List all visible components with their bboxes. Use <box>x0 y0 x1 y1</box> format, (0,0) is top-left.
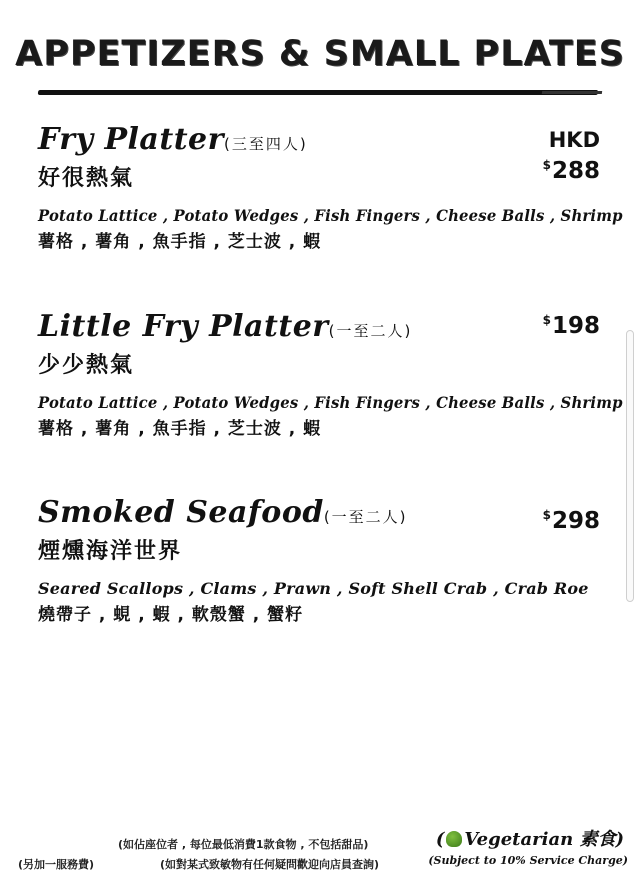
item-name-line <box>38 495 618 530</box>
item-name: Fry Platter <box>38 122 224 157</box>
item-description-en: Seared Scallops , Clams , Prawn , Soft Shell Crab , Crab Roe <box>38 579 589 598</box>
item-serves: (三至四人) <box>223 135 308 153</box>
item-description-en: Potato Lattice , Potato Wedges , Fish Fingers , Cheese Balls , Shrimp <box>38 206 623 225</box>
item-description-cn: 燒帶子 , 蜆 , 蝦 , 軟殼蟹 , 蟹籽 <box>38 605 304 625</box>
service-charge-en: (Subject to 10% Service Charge) <box>428 854 628 867</box>
page-title: APPETIZERS & SMALL PLATES <box>15 34 625 74</box>
title-divider <box>38 90 599 95</box>
service-charge-cn: (另加一服務費) <box>18 858 95 871</box>
scrollbar[interactable] <box>626 330 634 602</box>
item-name-line <box>38 122 618 157</box>
price-value: 288 <box>551 158 600 184</box>
menu-item-little-fry-platter <box>38 309 623 439</box>
price-symbol: $ <box>542 158 551 172</box>
item-chinese-name: 煙燻海洋世界 <box>38 539 183 564</box>
vegetarian-label: Vegetarian 素食 <box>464 829 616 850</box>
menu-item-fry-platter <box>38 122 623 252</box>
item-name-line <box>38 309 618 344</box>
veg-open-paren: ( <box>435 829 445 850</box>
allergy-note: (如對某式致敏物有任何疑問歡迎向店員查詢) <box>160 858 380 871</box>
min-charge-note: (如佔座位者 , 每位最低消費1款食物 , 不包括甜品) <box>118 838 369 851</box>
menu-item-smoked-seafood <box>38 495 618 625</box>
item-description-en: Potato Lattice , Potato Wedges , Fish Fingers , Cheese Balls , Shrimp <box>38 393 623 412</box>
item-name: Little Fry Platter <box>38 309 329 344</box>
item-chinese-name: 好很熱氣 <box>38 166 135 191</box>
item-description-cn: 薯格 , 薯角 , 魚手指 , 芝士波 , 蝦 <box>38 232 322 252</box>
item-name: Smoked Seafood <box>38 495 324 530</box>
broccoli-icon <box>446 831 462 847</box>
currency-label: HKD <box>548 128 600 152</box>
item-price <box>543 313 600 339</box>
price-symbol: $ <box>542 313 551 327</box>
item-price <box>543 158 600 184</box>
item-serves: (一至二人) <box>328 322 413 340</box>
vegetarian-legend <box>436 825 624 851</box>
price-value: 198 <box>551 313 600 339</box>
price-symbol: $ <box>542 508 551 522</box>
price-value: 298 <box>551 508 600 534</box>
item-price <box>543 508 600 534</box>
item-chinese-name: 少少熱氣 <box>38 353 135 378</box>
item-description-cn: 薯格 , 薯角 , 魚手指 , 芝士波 , 蝦 <box>38 419 322 439</box>
veg-close-paren: ) <box>615 829 624 850</box>
item-serves: (一至二人) <box>323 508 408 526</box>
